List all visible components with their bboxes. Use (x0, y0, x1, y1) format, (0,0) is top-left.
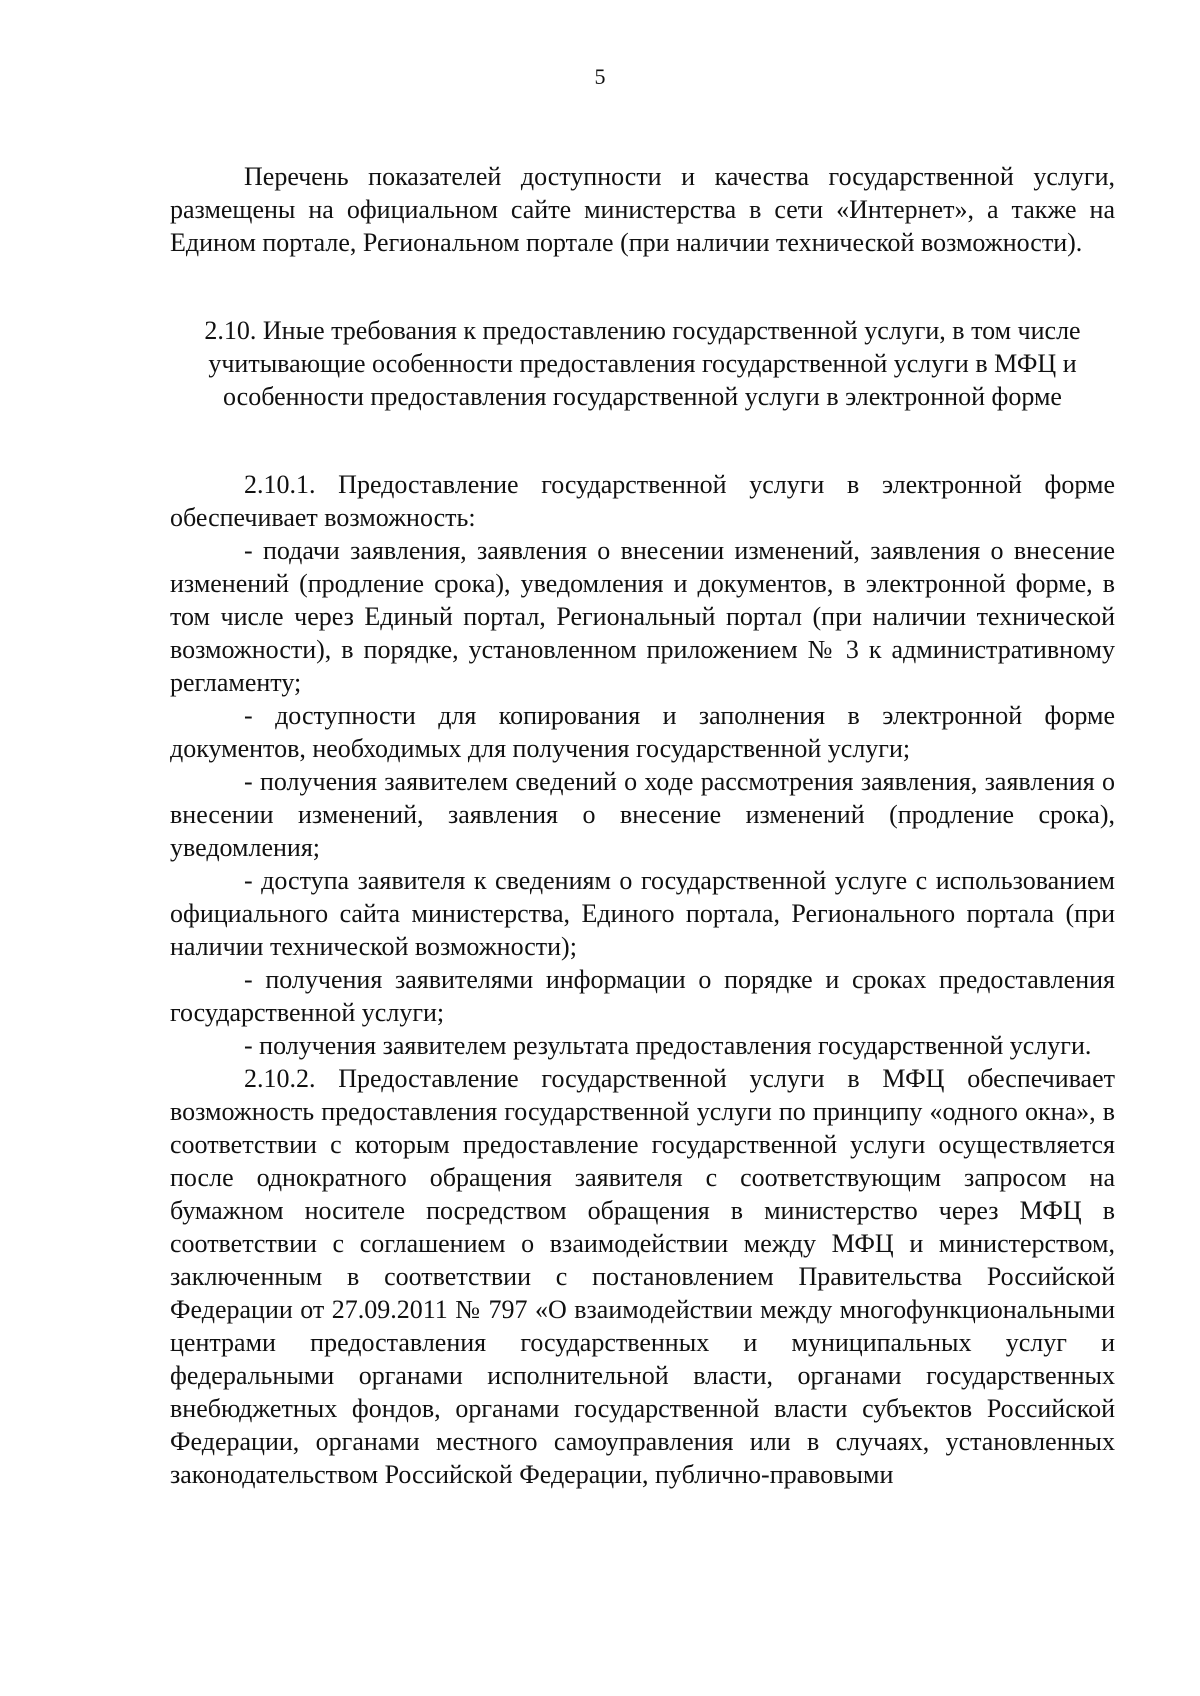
intro-paragraph: Перечень показателей доступности и качества государственной услуги, размещены на официальном сайте министерства в сети «Интернет», а также на Едином портале, Региональном портале (при наличии технической возможности). (170, 162, 1115, 257)
list-item-access: - доступа заявителя к сведениям о государственной услуге с использованием официального сайта министерства, Единого портала, Регионального портала (при наличии технической возможности); (170, 866, 1115, 961)
list-item-result: - получения заявителем результата предоставления государственной услуги. (244, 1031, 1092, 1060)
list-item-copying: - доступности для копирования и заполнения в электронной форме документов, необходимых для получения государственной услуги; (170, 701, 1115, 763)
paragraph-2-10-2: 2.10.2. Предоставление государственной услуги в МФЦ обеспечивает возможность предоставления государственной услуги по принципу «одного окна», в соответствии с которым предоставление государственной услуги осуществляется после однократного обращения заявителя с соответствующим запросом на бумажном носителе посредством обращения в министерство через МФЦ в соответствии с соглашением о взаимодействии между МФЦ и министерством, заключенным в соответствии с постановлением Правительства Российской Федерации от 27.09.2011 № 797 «О взаимодействии между многофункциональными центрами предоставления государственных и муниципальных услуг и федеральными органами исполнительной власти, органами государственных внебюджетных фондов, органами государственной власти субъектов Российской Федерации, органами местного самоуправления или в случаях, установленных законодательством Российской Федерации, публично-правовыми (170, 1064, 1115, 1489)
list-item-status: - получения заявителем сведений о ходе рассмотрения заявления, заявления о внесении изменений, заявления о внесение изменений (продление срока), уведомления; (170, 767, 1115, 862)
paragraph-2-10-1: 2.10.1. Предоставление государственной услуги в электронной форме обеспечивает возможность: (170, 470, 1115, 532)
body-text (170, 468, 1115, 1491)
section-heading: 2.10. Иные требования к предоставлению государственной услуги, в том числе учитывающие особенности предоставления государственной услуги в МФЦ и особенности предоставления государственной услуги в электронной форме (204, 316, 1081, 411)
list-item-submission: - подачи заявления, заявления о внесении изменений, заявления о внесение изменений (продление срока), уведомления и документов, в электронной форме, в том числе через Единый портал, Региональный портал (при наличии технической возможности), в порядке, установленном приложением № 3 к административному регламенту; (170, 536, 1115, 697)
list-item-information: - получения заявителями информации о порядке и сроках предоставления государственной услуги; (170, 965, 1115, 1027)
page-number: 5 (594, 64, 606, 89)
intro-block (170, 160, 1115, 259)
